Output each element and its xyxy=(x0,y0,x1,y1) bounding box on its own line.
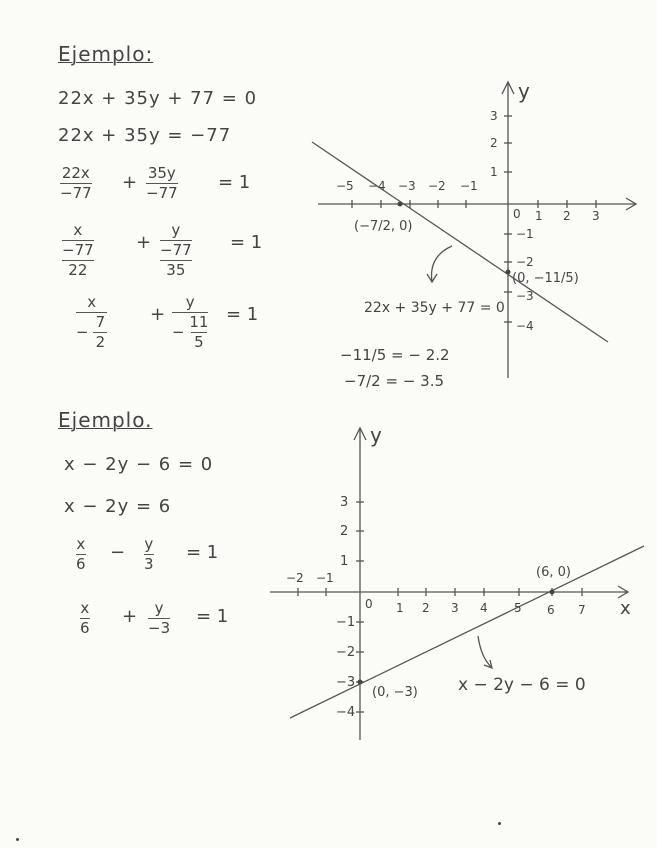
denominator-inner: 35 xyxy=(166,261,186,279)
example2-step3-rhs: = 1 xyxy=(186,542,219,563)
x-tick-label: −2 xyxy=(286,571,304,585)
example1-equation-2: 22x + 35y = −77 xyxy=(58,125,232,146)
numerator: x xyxy=(76,535,86,553)
conversion-note-2: −7/2 = − 3.5 xyxy=(344,372,445,390)
example1-title: Ejemplo: xyxy=(58,42,154,66)
example1-step5-rhs: = 1 xyxy=(226,304,259,325)
y-axis-label: y xyxy=(518,79,530,103)
x-tick-label: 1 xyxy=(535,209,543,223)
example2-step4-rhs: = 1 xyxy=(196,606,229,627)
example1-step4-op: + xyxy=(136,232,152,253)
small-num: 11 xyxy=(189,313,209,331)
y-tick-label: 3 xyxy=(340,495,349,510)
y-tick-label: −3 xyxy=(336,675,356,690)
y-tick-label: 2 xyxy=(340,524,349,539)
numerator: y xyxy=(171,221,181,239)
denominator: 6 xyxy=(76,555,86,573)
line-equation-label: 22x + 35y + 77 = 0 xyxy=(364,300,505,316)
y-tick-label: −3 xyxy=(516,289,534,303)
numerator: x xyxy=(87,293,97,311)
y-intercept-label: (0, −11/5) xyxy=(512,271,579,286)
x-tick-label: 2 xyxy=(422,601,430,615)
example2-step3-op: − xyxy=(110,542,126,563)
x-tick-label: 6 xyxy=(547,603,555,617)
denominator-inner: 22 xyxy=(68,261,88,279)
x-tick-label: −2 xyxy=(428,179,446,193)
y-intercept-label: (0, −3) xyxy=(372,685,418,700)
x-tick-label: −3 xyxy=(398,179,416,193)
x-intercept-label: (6, 0) xyxy=(536,565,571,580)
y-tick-label: −1 xyxy=(516,227,534,241)
denominator: 6 xyxy=(80,619,90,637)
x-tick-label: 2 xyxy=(563,209,571,223)
stray-mark xyxy=(16,838,19,841)
x-tick-label: 0 xyxy=(513,207,521,221)
small-num: 7 xyxy=(95,313,106,331)
x-tick-label: 1 xyxy=(396,601,404,615)
example1-step4-rhs: = 1 xyxy=(230,232,263,253)
x-tick-label: 3 xyxy=(592,209,600,223)
y-tick-label: −4 xyxy=(516,319,534,333)
y-tick-label: 2 xyxy=(490,136,498,150)
x-axis-label: x xyxy=(620,598,631,619)
example2-equation-2: x − 2y = 6 xyxy=(64,496,172,517)
y-tick-label: −1 xyxy=(336,615,356,630)
y-tick-label: −4 xyxy=(336,705,356,720)
denominator: 3 xyxy=(144,555,154,573)
y-intercept-point xyxy=(506,270,511,275)
y-tick-label: −2 xyxy=(516,255,534,269)
numerator: y xyxy=(185,293,195,311)
minus-sign: − xyxy=(76,323,89,341)
conversion-note-1: −11/5 = − 2.2 xyxy=(340,346,450,364)
numerator: 35y xyxy=(147,164,176,182)
numerator: x xyxy=(73,221,83,239)
x-intercept-point xyxy=(398,202,403,207)
x-tick-label: 7 xyxy=(578,603,586,617)
x-tick-label: −4 xyxy=(368,179,386,193)
numerator: y xyxy=(144,535,154,553)
example2-step4-op: + xyxy=(122,606,138,627)
numerator: 22x xyxy=(61,164,90,182)
y-tick-label: −2 xyxy=(336,645,356,660)
example1-step3-op: + xyxy=(122,172,138,193)
stray-mark xyxy=(498,822,501,825)
small-den: 2 xyxy=(95,333,106,351)
x-tick-labels xyxy=(336,179,600,223)
example2-title: Ejemplo. xyxy=(58,408,153,432)
small-den: 5 xyxy=(194,333,204,351)
x-tick-label: −1 xyxy=(316,571,334,585)
x-tick-label: 4 xyxy=(480,601,488,615)
x-tick-label: 3 xyxy=(451,601,459,615)
line-equation-label: x − 2y − 6 = 0 xyxy=(458,675,586,695)
example1-step5-op: + xyxy=(150,304,166,325)
pointer-arrow-icon xyxy=(432,246,452,282)
y-tick-label: 1 xyxy=(340,554,349,569)
numerator: x xyxy=(80,599,90,617)
example1-step3-rhs: = 1 xyxy=(218,172,251,193)
numerator: y xyxy=(154,599,164,617)
denominator: −3 xyxy=(148,619,171,637)
x-tick-label: −1 xyxy=(460,179,478,193)
y-axis-label: y xyxy=(370,423,382,447)
example1-equation-1: 22x + 35y + 77 = 0 xyxy=(58,88,258,109)
x-tick-label: 5 xyxy=(514,601,522,615)
denominator: −77 xyxy=(60,184,92,202)
x-intercept-label: (−7/2, 0) xyxy=(354,219,413,234)
x-tick-label: 0 xyxy=(365,597,373,611)
denominator: −77 xyxy=(160,241,192,259)
denominator: −77 xyxy=(146,184,178,202)
y-tick-label: 1 xyxy=(490,165,498,179)
y-tick-label: 3 xyxy=(490,109,498,123)
x-tick-label: −5 xyxy=(336,179,354,193)
example2-equation-1: x − 2y − 6 = 0 xyxy=(64,454,214,475)
minus-sign: − xyxy=(172,323,185,341)
denominator: −77 xyxy=(62,241,94,259)
